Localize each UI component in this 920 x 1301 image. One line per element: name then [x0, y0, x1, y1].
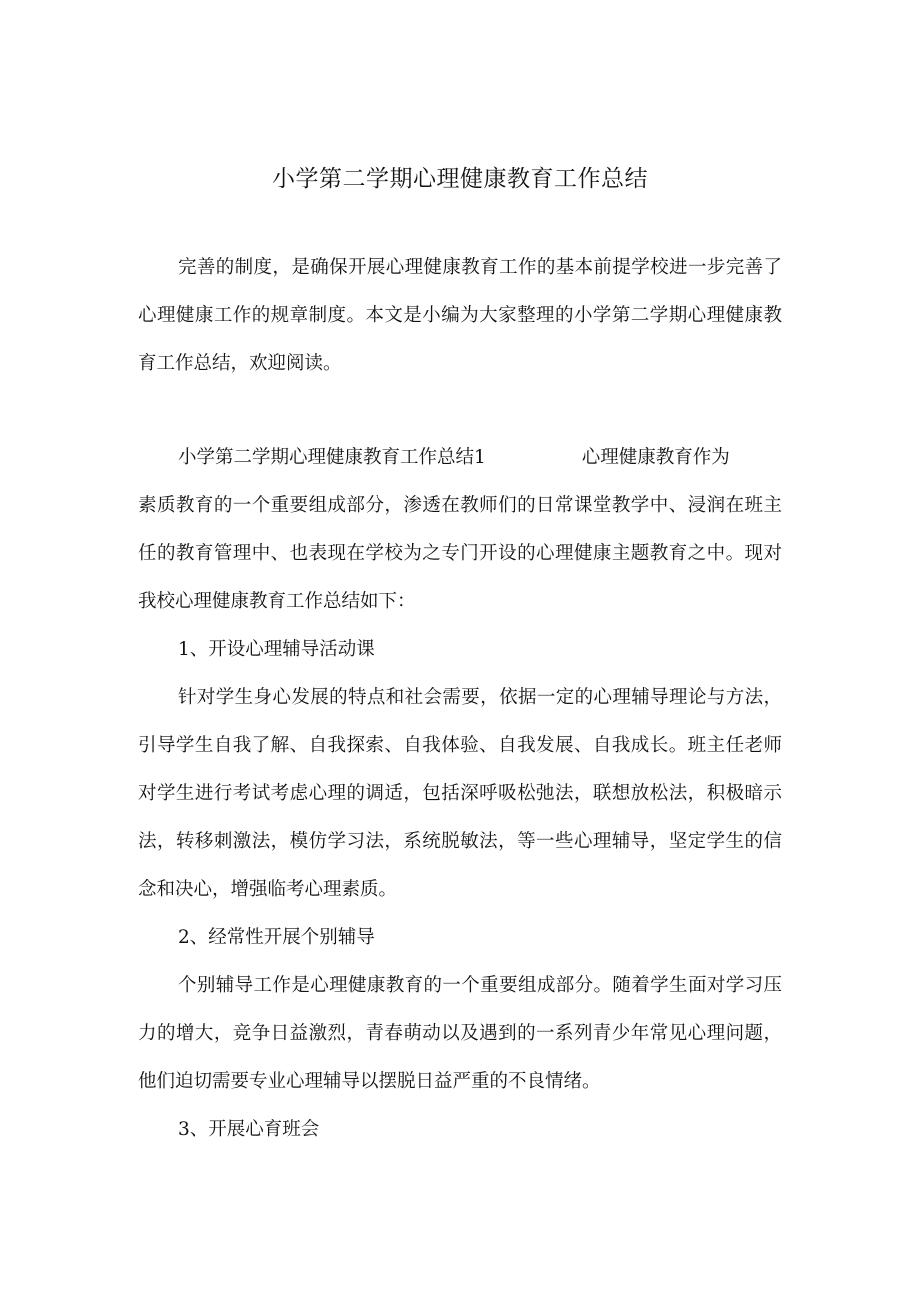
summary-subtitle-label: 小学第二学期心理健康教育工作总结1 — [178, 447, 486, 468]
section-1-heading: 1、开设心理辅导活动课 — [178, 639, 375, 660]
summary-paragraph: 素质教育的一个重要组成部分，渗透在教师们的日常课堂教学中、浸润在班主任的教育管理中、也表现在学校为之专门开设的心理健康主题教育之中。现对我校心理健康教育工作总结如下： — [138, 495, 782, 612]
summary-lead-text: 心理健康教育作为 — [581, 447, 730, 468]
section-2-heading: 2、经常性开展个别辅导 — [178, 927, 375, 948]
section-1-paragraph: 针对学生身心发展的特点和社会需要，依据一定的心理辅导理论与方法，引导学生自我了解、自我探索、自我体验、自我发展、自我成长。班主任老师对学生进行考试考虑心理的调适，包括深呼吸松弛法，联想放松法，积极暗示法，转移刺激法，模仿学习法，系统脱敏法，等一些心理辅导，坚定学生的信念和决心，增强临考心理素质。 — [138, 687, 782, 900]
document-title: 小学第二学期心理健康教育工作总结 — [272, 166, 648, 192]
summary-subtitle-line — [178, 434, 782, 482]
section-2-paragraph: 个别辅导工作是心理健康教育的一个重要组成部分。随着学生面对学习压力的增大，竞争日益激烈，青春萌动以及遇到的一系列青少年常见心理问题，他们迫切需要专业心理辅导以摆脱日益严重的不良情绪。 — [138, 975, 782, 1092]
intro-paragraph: 完善的制度，是确保开展心理健康教育工作的基本前提学校进一步完善了心理健康工作的规章制度。本文是小编为大家整理的小学第二学期心理健康教育工作总结，欢迎阅读。 — [138, 257, 782, 374]
section-3-heading: 3、开展心育班会 — [178, 1119, 320, 1140]
